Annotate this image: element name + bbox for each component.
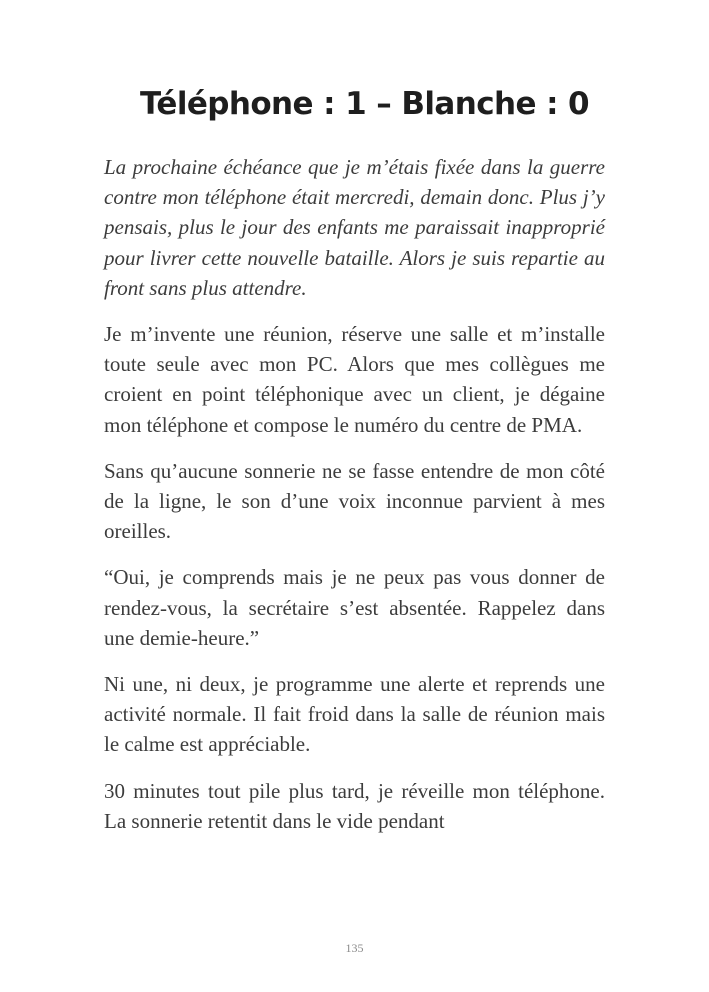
page-number: 135 <box>345 941 364 955</box>
paragraph: “Oui, je comprends mais je ne peux pas vous donner de rendez-vous, la secrétaire s’est absentée. Rappelez dans une demie-heure.” <box>104 565 605 650</box>
paragraph: Je m’invente une réunion, réserve une salle et m’installe toute seule avec mon PC. Alors que mes collègues me croient en point téléphonique avec un client, je dégaine mon téléphone et compose le numéro du centre de PMA. <box>104 322 605 437</box>
paragraph: Sans qu’aucune sonnerie ne se fasse entendre de mon côté de la ligne, le son d’une voix inconnue parvient à mes oreilles. <box>104 458 605 544</box>
chapter-title: Téléphone : 1 – Blanche : 0 <box>139 86 590 122</box>
intro-paragraph: La prochaine échéance que je m’étais fixée dans la guerre contre mon téléphone était mercredi, demain donc. Plus j’y pensais, plus le jour des enfants me paraissait inapproprié pour livrer cette nouvelle bataille. Alors je suis repartie au front sans plus attendre. <box>104 155 605 300</box>
paragraph: 30 minutes tout pile plus tard, je réveille mon téléphone. La sonnerie retentit dans le vide pendant <box>104 778 605 833</box>
paragraph: Ni une, ni deux, je programme une alerte et reprends une activité normale. Il fait froid dans la salle de réunion mais le calme est appréciable. <box>104 672 605 757</box>
chapter-body <box>104 152 605 852</box>
